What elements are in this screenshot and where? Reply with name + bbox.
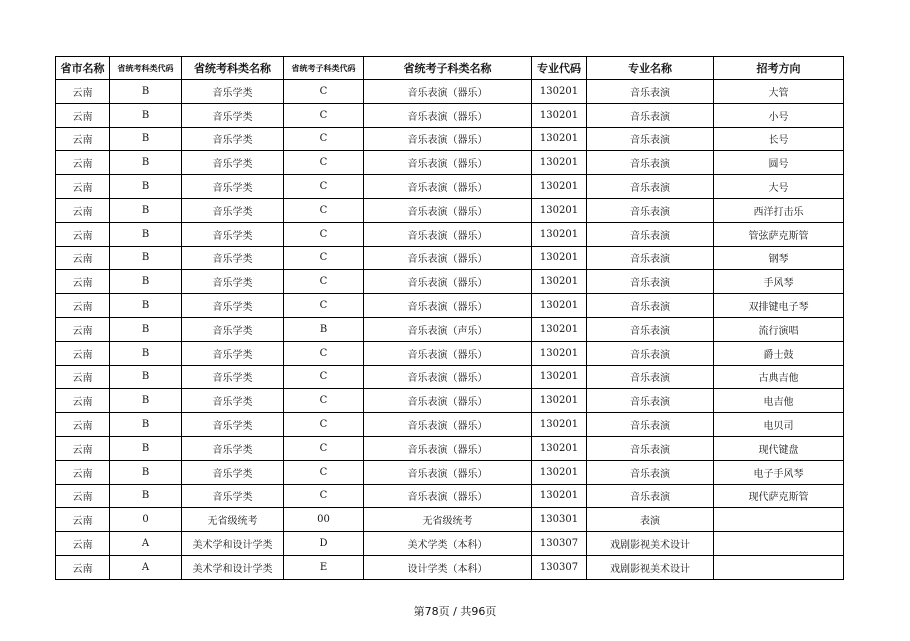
cell-province: 云南 [56,460,110,484]
cell-major-code: 130201 [532,222,587,246]
table-row [56,222,844,246]
table-row [56,246,844,270]
cell-category-code: B [110,246,182,270]
cell-province: 云南 [56,389,110,413]
cell-subcategory-name: 音乐表演（器乐） [364,246,532,270]
cell-direction: 电吉他 [714,389,844,413]
cell-subcategory-name: 音乐表演（器乐） [364,484,532,508]
cell-major-name: 音乐表演 [587,365,714,389]
table-row [56,175,844,199]
cell-direction [714,555,844,579]
cell-direction: 钢琴 [714,246,844,270]
cell-direction: 流行演唱 [714,317,844,341]
cell-direction: 小号 [714,103,844,127]
cell-province: 云南 [56,103,110,127]
cell-major-code: 130301 [532,508,587,532]
cell-major-name: 音乐表演 [587,198,714,222]
cell-subcategory-code: C [284,222,364,246]
cell-subcategory-name: 无省级统考 [364,508,532,532]
cell-category-name: 音乐学类 [182,127,284,151]
cell-direction: 双排键电子琴 [714,294,844,318]
cell-category-code: B [110,341,182,365]
cell-subcategory-code: C [284,294,364,318]
cell-major-name: 音乐表演 [587,389,714,413]
cell-direction: 大号 [714,175,844,199]
cell-category-name: 音乐学类 [182,436,284,460]
cell-direction: 长号 [714,127,844,151]
cell-major-code: 130201 [532,127,587,151]
cell-category-name: 音乐学类 [182,294,284,318]
cell-major-name: 音乐表演 [587,80,714,104]
header-province: 省市名称 [56,57,110,80]
table-row [56,198,844,222]
cell-major-name: 音乐表演 [587,103,714,127]
cell-province: 云南 [56,484,110,508]
cell-category-code: B [110,460,182,484]
cell-category-name: 音乐学类 [182,317,284,341]
header-major-name: 专业名称 [587,57,714,80]
cell-subcategory-name: 音乐表演（器乐） [364,294,532,318]
cell-category-code: B [110,294,182,318]
cell-category-code: B [110,103,182,127]
cell-category-name: 美术学和设计学类 [182,532,284,556]
cell-category-name: 音乐学类 [182,80,284,104]
cell-major-code: 130201 [532,175,587,199]
cell-province: 云南 [56,80,110,104]
cell-category-code: B [110,80,182,104]
header-category-code: 省统考科类代码 [110,57,182,80]
table-row [56,103,844,127]
cell-category-name: 无省级统考 [182,508,284,532]
cell-major-code: 130201 [532,484,587,508]
cell-category-name: 音乐学类 [182,198,284,222]
cell-category-code: B [110,198,182,222]
cell-major-name: 音乐表演 [587,341,714,365]
cell-province: 云南 [56,294,110,318]
table-row [56,436,844,460]
cell-major-code: 130201 [532,436,587,460]
cell-major-name: 音乐表演 [587,484,714,508]
header-subcategory-name: 省统考子科类名称 [364,57,532,80]
cell-major-name: 音乐表演 [587,175,714,199]
cell-subcategory-code: C [284,198,364,222]
table-row [56,127,844,151]
cell-subcategory-name: 音乐表演（器乐） [364,341,532,365]
header-category-name: 省统考科类名称 [182,57,284,80]
cell-subcategory-code: C [284,270,364,294]
cell-major-code: 130201 [532,341,587,365]
cell-major-name: 音乐表演 [587,222,714,246]
cell-province: 云南 [56,365,110,389]
cell-major-name: 音乐表演 [587,270,714,294]
cell-province: 云南 [56,317,110,341]
cell-direction: 西洋打击乐 [714,198,844,222]
table-body [56,80,844,580]
header-subcategory-code: 省统考子科类代码 [284,57,364,80]
cell-subcategory-code: C [284,484,364,508]
cell-subcategory-code: C [284,151,364,175]
cell-subcategory-code: B [284,317,364,341]
table-row [56,80,844,104]
cell-subcategory-code: C [284,365,364,389]
cell-major-name: 音乐表演 [587,317,714,341]
cell-direction: 大管 [714,80,844,104]
cell-direction: 现代萨克斯管 [714,484,844,508]
cell-subcategory-code: 00 [284,508,364,532]
cell-subcategory-code: C [284,175,364,199]
cell-major-name: 音乐表演 [587,413,714,437]
cell-direction: 电贝司 [714,413,844,437]
cell-subcategory-name: 音乐表演（器乐） [364,460,532,484]
cell-major-code: 130201 [532,317,587,341]
cell-major-code: 130307 [532,555,587,579]
table-row [56,294,844,318]
cell-province: 云南 [56,555,110,579]
cell-category-name: 音乐学类 [182,484,284,508]
admissions-table-sheet [55,56,844,580]
header-direction: 招考方向 [714,57,844,80]
cell-major-name: 音乐表演 [587,246,714,270]
cell-subcategory-name: 音乐表演（器乐） [364,222,532,246]
cell-province: 云南 [56,270,110,294]
cell-province: 云南 [56,532,110,556]
cell-category-name: 音乐学类 [182,151,284,175]
table-row [56,460,844,484]
table-header-row [56,57,844,80]
table-row [56,532,844,556]
cell-major-name: 音乐表演 [587,151,714,175]
cell-subcategory-code: D [284,532,364,556]
cell-subcategory-name: 音乐表演（器乐） [364,80,532,104]
cell-category-code: A [110,532,182,556]
cell-province: 云南 [56,127,110,151]
cell-subcategory-code: E [284,555,364,579]
cell-major-code: 130201 [532,103,587,127]
cell-category-name: 音乐学类 [182,389,284,413]
cell-category-code: B [110,365,182,389]
table-row [56,317,844,341]
cell-subcategory-name: 音乐表演（器乐） [364,127,532,151]
cell-major-code: 130201 [532,80,587,104]
cell-province: 云南 [56,175,110,199]
cell-category-code: B [110,175,182,199]
cell-province: 云南 [56,151,110,175]
cell-category-code: B [110,436,182,460]
cell-direction: 圆号 [714,151,844,175]
cell-subcategory-name: 音乐表演（器乐） [364,389,532,413]
cell-subcategory-code: C [284,103,364,127]
table-row [56,413,844,437]
cell-category-code: B [110,270,182,294]
cell-major-code: 130201 [532,246,587,270]
cell-subcategory-name: 音乐表演（器乐） [364,436,532,460]
cell-category-code: B [110,151,182,175]
cell-category-name: 音乐学类 [182,246,284,270]
cell-subcategory-name: 音乐表演（器乐） [364,413,532,437]
cell-category-code: 0 [110,508,182,532]
cell-subcategory-code: C [284,389,364,413]
cell-major-code: 130201 [532,389,587,413]
cell-direction: 手风琴 [714,270,844,294]
cell-subcategory-name: 音乐表演（声乐） [364,317,532,341]
table-row [56,555,844,579]
cell-direction [714,532,844,556]
cell-province: 云南 [56,436,110,460]
cell-category-name: 音乐学类 [182,103,284,127]
cell-category-code: A [110,555,182,579]
table-row [56,270,844,294]
cell-subcategory-code: C [284,127,364,151]
cell-province: 云南 [56,508,110,532]
cell-category-code: B [110,317,182,341]
cell-major-code: 130201 [532,198,587,222]
table-row [56,365,844,389]
header-major-code: 专业代码 [532,57,587,80]
cell-category-name: 音乐学类 [182,222,284,246]
cell-major-code: 130201 [532,151,587,175]
cell-category-code: B [110,389,182,413]
cell-major-name: 音乐表演 [587,460,714,484]
cell-category-name: 音乐学类 [182,270,284,294]
cell-major-code: 130201 [532,413,587,437]
cell-category-code: B [110,222,182,246]
cell-major-code: 130201 [532,365,587,389]
cell-direction: 古典吉他 [714,365,844,389]
cell-major-name: 戏剧影视美术设计 [587,555,714,579]
cell-category-name: 音乐学类 [182,413,284,437]
cell-subcategory-code: C [284,341,364,365]
cell-province: 云南 [56,246,110,270]
table-row [56,389,844,413]
cell-province: 云南 [56,222,110,246]
cell-category-name: 音乐学类 [182,341,284,365]
table-row [56,151,844,175]
cell-major-code: 130201 [532,270,587,294]
cell-subcategory-name: 音乐表演（器乐） [364,270,532,294]
cell-category-name: 美术学和设计学类 [182,555,284,579]
cell-subcategory-name: 音乐表演（器乐） [364,175,532,199]
cell-subcategory-name: 音乐表演（器乐） [364,365,532,389]
cell-major-code: 130201 [532,294,587,318]
cell-major-name: 戏剧影视美术设计 [587,532,714,556]
table-row [56,484,844,508]
cell-province: 云南 [56,198,110,222]
cell-subcategory-code: C [284,460,364,484]
cell-subcategory-name: 美术学类（本科） [364,532,532,556]
cell-subcategory-code: C [284,413,364,437]
cell-subcategory-code: C [284,246,364,270]
cell-direction: 管弦萨克斯管 [714,222,844,246]
cell-major-name: 表演 [587,508,714,532]
cell-major-code: 130201 [532,460,587,484]
cell-direction: 现代键盘 [714,436,844,460]
cell-subcategory-name: 设计学类（本科） [364,555,532,579]
cell-province: 云南 [56,413,110,437]
cell-subcategory-code: C [284,80,364,104]
cell-direction: 电子手风琴 [714,460,844,484]
cell-major-name: 音乐表演 [587,436,714,460]
cell-category-name: 音乐学类 [182,365,284,389]
cell-major-name: 音乐表演 [587,294,714,318]
cell-direction: 爵士鼓 [714,341,844,365]
table-row [56,341,844,365]
page-number: 第78页 / 共96页 [413,605,497,618]
cell-category-name: 音乐学类 [182,460,284,484]
cell-subcategory-name: 音乐表演（器乐） [364,103,532,127]
cell-province: 云南 [56,341,110,365]
table-row [56,508,844,532]
cell-direction [714,508,844,532]
cell-subcategory-name: 音乐表演（器乐） [364,151,532,175]
admissions-table [55,56,844,580]
cell-category-code: B [110,127,182,151]
cell-subcategory-code: C [284,436,364,460]
cell-subcategory-name: 音乐表演（器乐） [364,198,532,222]
cell-major-name: 音乐表演 [587,127,714,151]
cell-category-name: 音乐学类 [182,175,284,199]
cell-category-code: B [110,413,182,437]
cell-category-code: B [110,484,182,508]
cell-major-code: 130307 [532,532,587,556]
